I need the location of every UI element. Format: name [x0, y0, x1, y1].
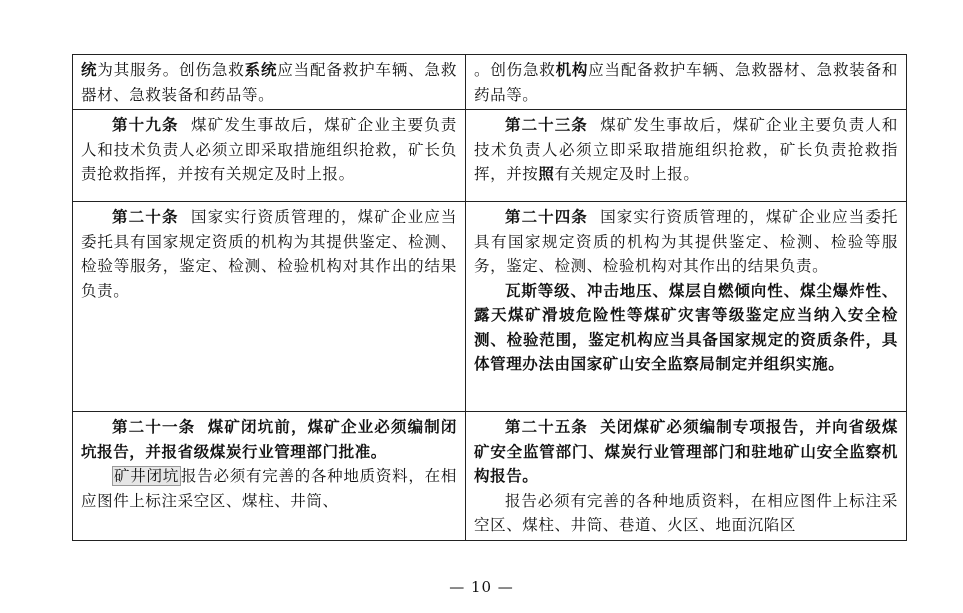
table-row — [73, 110, 907, 202]
article-number: 第二十一条 — [112, 417, 196, 436]
body-text: 为其服务。创伤急救 — [97, 61, 245, 79]
old-text-cell — [73, 412, 466, 541]
old-text-cell — [73, 110, 466, 202]
article-number: 第二十四条 — [505, 207, 588, 226]
paragraph — [81, 415, 457, 464]
body-text: 国家实行资质管理的，煤矿企业应当委托具有国家规定资质的机构为其提供鉴定、检测、检验等服务，鉴定、检测、检验机构对其作出的结果负责。 — [81, 208, 457, 300]
table-row — [73, 412, 907, 541]
table-row — [73, 55, 907, 110]
article-number: 第二十条 — [112, 207, 179, 226]
changed-text: 瓦斯等级、冲击地压、煤层自燃倾向性、煤尘爆炸性、露天煤矿滑坡危险性等煤矿灾害等级鉴定应当纳入安全检测、检验范围，鉴定机构应当具备国家规定的资质条件，具体管理办法由国家矿山安全监察局制定并组织实施。 — [474, 280, 898, 373]
body-text: 报告必须有完善的各种地质资料，在相应图件上标注采空区、煤柱、井筒、 — [81, 467, 457, 510]
body-text: 应当配备救护车辆、急救器材、急救装备和药品等。 — [81, 61, 457, 104]
new-text-cell — [466, 412, 907, 541]
paragraph — [474, 415, 898, 489]
comparison-table — [72, 54, 907, 541]
body-text: 有关规定及时上报。 — [554, 165, 700, 183]
paragraph — [474, 489, 898, 538]
body-text: 应当配备救护车辆、急救器材、急救装备和药品等。 — [474, 61, 898, 104]
paragraph — [81, 205, 457, 303]
new-text-cell — [466, 202, 907, 412]
page-number: — 10 — — [449, 578, 514, 596]
changed-text: 煤矿闭坑前，煤矿企业必须编制闭坑报告，并报省级煤炭行业管理部门批准。 — [81, 417, 457, 461]
new-text-cell — [466, 110, 907, 202]
new-text-cell — [466, 55, 907, 110]
highlighted-text: 矿井闭坑 — [114, 467, 179, 485]
article-number: 第十九条 — [112, 115, 179, 134]
changed-text: 机构 — [555, 60, 589, 79]
paragraph — [81, 113, 457, 187]
paragraph — [474, 113, 898, 187]
body-text: 。创伤急救 — [474, 61, 556, 79]
changed-text: 关闭煤矿必须编制专项报告，并向省级煤矿安全监管部门、煤炭行业管理部门和驻地矿山安全监察机构报告。 — [474, 417, 898, 485]
changed-text: 系统 — [244, 60, 278, 79]
paragraph — [474, 58, 898, 107]
paragraph — [81, 58, 457, 107]
old-text-cell — [73, 202, 466, 412]
article-number: 第二十五条 — [505, 417, 588, 436]
table-row — [73, 202, 907, 412]
body-text: 国家实行资质管理的，煤矿企业应当委托具有国家规定资质的机构为其提供鉴定、检测、检验等服务，鉴定、检测、检验机构对其作出的结果负责。 — [474, 208, 898, 275]
body-text: 报告必须有完善的各种地质资料，在相应图件上标注采空区、煤柱、井筒、巷道、火区、地面沉陷区 — [474, 491, 898, 534]
body-text: 煤矿发生事故后，煤矿企业主要负责人和技术负责人必须立即采取措施组织抢救，矿长负责抢救指挥，并按 — [474, 116, 898, 183]
paragraph — [474, 279, 898, 377]
changed-text: 统 — [81, 60, 98, 79]
paragraph — [81, 464, 457, 513]
body-text: 煤矿发生事故后，煤矿企业主要负责人和技术负责人必须立即采取措施组织抢救，矿长负责抢救指挥，并按有关规定及时上报。 — [81, 116, 457, 183]
paragraph — [474, 205, 898, 279]
old-text-cell — [73, 55, 466, 110]
changed-text: 照 — [538, 164, 555, 183]
article-number: 第二十三条 — [505, 115, 588, 134]
